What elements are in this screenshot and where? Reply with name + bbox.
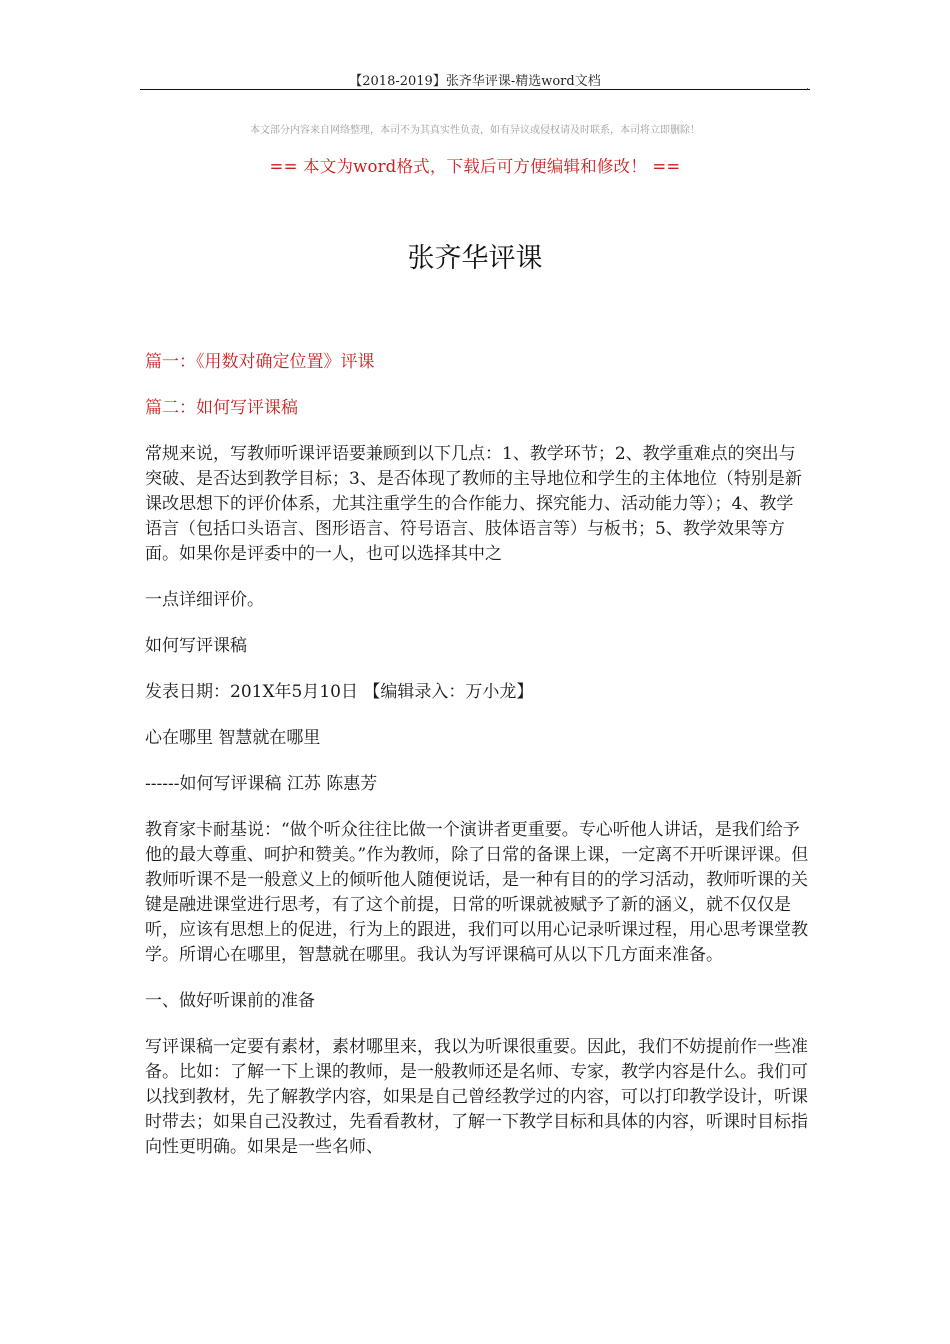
numbered-heading: 一、做好听课前的准备 [145,991,315,1011]
section-heading-1: 篇一：《用数对确定位置》评课 [145,352,375,372]
article-motto: 心在哪里 智慧就在哪里 [145,728,321,748]
body-paragraph: 写评课稿一定要有素材，素材哪里来，我以为听课很重要。因此，我们不妨提前作一些准备。比如：了解一下上课的教师，是一般教师还是名师、专家，教学内容是什么。我们可以找到教材，先了解教学内容，如果是自己曾经教学过的内容，可以打印教学设计，听课时带去；如果自己没教过，先看看教材，了解一下教学目标和具体的内容，听课时目标指向性更明确。如果是一些名师、 [145,1037,808,1157]
subheading-text: 如何写评课稿 [145,636,247,656]
publish-date-line: 发表日期：201X年5月10日 【编辑录入：万小龙】 [145,682,534,702]
section-heading-2: 篇二：如何写评课稿 [145,398,298,418]
page-header: 【2018-2019】张齐华评课-精选word文档 [349,74,601,89]
document-body [145,350,810,1160]
body-paragraph: 常规来说，写教师听课评语要兼顾到以下几点：1、教学环节；2、教学重难点的突出与突破、是否达到教学目标；3、是否体现了教师的主导地位和学生的主体地位（特别是新课改思想下的评价体系，尤其注重学生的合作能力、探究能力、活动能力等）；4、教学语言（包括口头语言、图形语言、符号语言、肢体语言等）与板书；5、教学效果等方面。如果你是评委中的一人，也可以选择其中之 [145,444,802,564]
body-paragraph: 一点详细评价。 [145,590,264,610]
header-mark: , [806,82,809,92]
format-notice: == 本文为word格式，下载后可方便编辑和修改！ == [269,157,681,176]
disclaimer-text: 本文部分内容来自网络整理，本司不为其真实性负责，如有异议或侵权请及时联系，本司将立即删除！ [250,125,700,136]
header-rule [140,89,810,90]
document-title: 张齐华评课 [407,243,543,274]
body-paragraph: 教育家卡耐基说：“做个听众往往比做一个演讲者更重要。专心听他人讲话，是我们给予他的最大尊重、呵护和赞美。”作为教师，除了日常的备课上课，一定离不开听课评课。但教师听课不是一般意义上的倾听他人随便说话，是一种有目的的学习活动，教师听课的关键是融进课堂进行思考，有了这个前提，日常的听课就被赋予了新的涵义，就不仅仅是听，应该有思想上的促进，行为上的跟进，我们可以用心记录听课过程，用心思考课堂教学。所谓心在哪里，智慧就在哪里。我认为写评课稿可从以下几方面来准备。 [145,820,809,965]
article-byline: ------如何写评课稿 江苏 陈惠芳 [145,774,378,794]
